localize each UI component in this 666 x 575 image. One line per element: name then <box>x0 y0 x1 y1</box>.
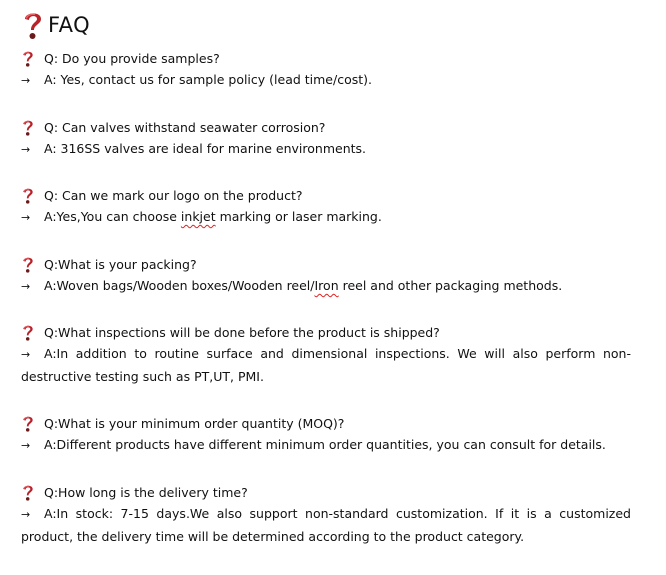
faq-answer: A:Different products have different minimum order quantities, you can consult for details. <box>44 437 606 452</box>
faq-item <box>21 481 631 548</box>
question-mark-icon <box>21 255 35 274</box>
question-mark-icon <box>21 9 45 41</box>
faq-question: Q:How long is the delivery time? <box>44 484 248 500</box>
faq-question: Q:What inspections will be done before the product is shipped? <box>44 324 440 340</box>
faq-header <box>21 8 90 42</box>
faq-question: Q: Can valves withstand seawater corrosion? <box>44 119 326 135</box>
faq-question: Q: Can we mark our logo on the product? <box>44 187 303 203</box>
faq-question: Q:What is your minimum order quantity (MOQ)? <box>44 415 345 431</box>
arrow-icon: → <box>21 348 31 361</box>
faq-answer: A:In addition to routine surface and dimensional inspections. We will also perform non-destructive testing such as PT,UT, PMI. <box>21 346 631 384</box>
question-mark-icon <box>21 49 35 68</box>
question-mark-icon <box>21 483 35 502</box>
arrow-icon: → <box>21 439 31 452</box>
arrow-icon: → <box>21 143 31 156</box>
spellcheck-word: inkjet <box>180 209 216 224</box>
faq-item <box>21 412 631 457</box>
faq-item <box>21 253 631 298</box>
arrow-icon: → <box>21 211 31 224</box>
faq-answer-end: reel and other packaging methods. <box>338 278 563 293</box>
faq-item <box>21 321 631 388</box>
arrow-icon: → <box>21 508 31 521</box>
question-mark-icon <box>21 414 35 433</box>
faq-answer-end: marking or laser marking. <box>215 209 382 224</box>
faq-answer: A:In stock: 7-15 days.We also support non-standard customization. If it is a customized product, the delivery time will be determined according to the product category. <box>21 506 631 544</box>
page-title: FAQ <box>48 12 91 37</box>
faq-answer-start: A:Yes,You can choose <box>44 209 181 224</box>
arrow-icon: → <box>21 280 31 293</box>
faq-answer: A: 316SS valves are ideal for marine environments. <box>44 141 367 156</box>
faq-question: Q:What is your packing? <box>44 256 197 272</box>
faq-answer: A: Yes, contact us for sample policy (lead time/cost). <box>44 72 372 87</box>
arrow-icon: → <box>21 74 31 87</box>
faq-answer-start: A:Woven bags/Wooden boxes/Wooden reel/ <box>44 278 315 293</box>
faq-item <box>21 184 631 229</box>
question-mark-icon <box>21 118 35 137</box>
faq-item <box>21 116 631 161</box>
faq-item <box>21 47 631 92</box>
question-mark-icon <box>21 323 35 342</box>
spellcheck-word: Iron <box>314 278 339 293</box>
question-mark-icon <box>21 186 35 205</box>
faq-question: Q: Do you provide samples? <box>44 50 220 66</box>
